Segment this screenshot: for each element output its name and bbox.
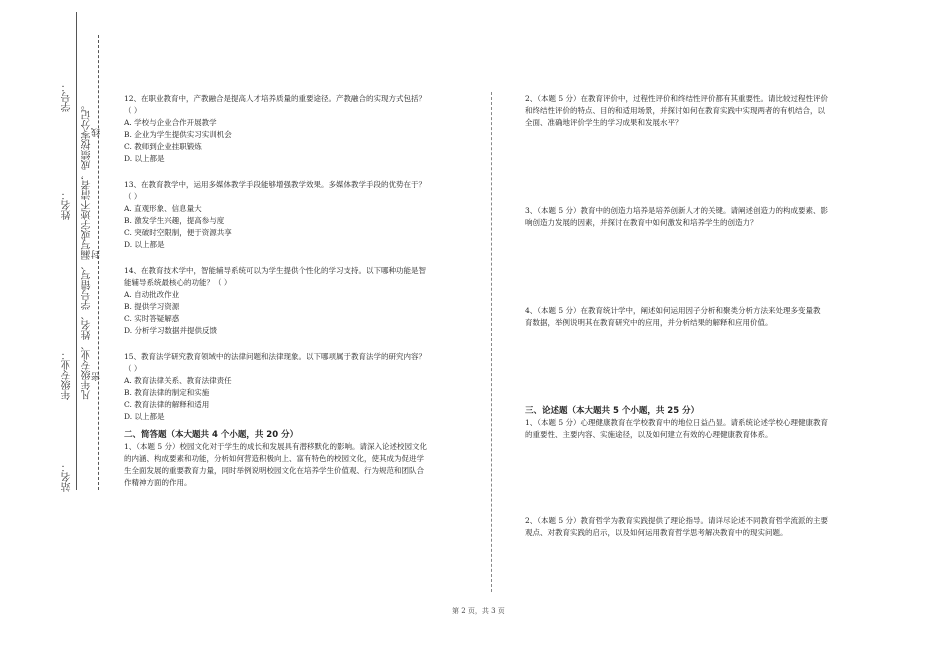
question-14 xyxy=(124,265,479,337)
essay-1 xyxy=(525,417,880,441)
option-b: B. 提供学习资源 xyxy=(124,302,180,311)
paragraph-line: 响创造力发展的因素，并探讨在教育中如何激发和培养学生的创造力？ xyxy=(525,218,758,227)
option-c: C. 教育法律的解释和适用 xyxy=(124,400,210,409)
answer-parentheses: （ ） xyxy=(124,364,142,373)
essay-2 xyxy=(525,515,880,539)
seal-char-xian: 线 xyxy=(92,128,102,137)
question-12 xyxy=(124,93,479,165)
paragraph-line: 作精神方面的作用。 xyxy=(124,478,192,487)
station-name-label: 站名： xyxy=(62,462,73,492)
question-stem: 15、教育法学研究教育领域中的法律问题和法律现象。以下哪项属于教育法学的研究内容？ xyxy=(124,352,427,361)
option-a: A. 直观形象、信息量大 xyxy=(124,204,202,213)
binding-warning: 凡年级专业、姓名、学号错写、漏写或字迹不清者，成绩按零分记。 xyxy=(82,100,93,400)
paragraph-line: 2、（本题 5 分）教育哲学为教育实践提供了理论指导。请详尽论述不同教育哲学流派的主要 xyxy=(525,516,829,525)
question-15 xyxy=(124,351,479,423)
essay-section xyxy=(525,405,880,441)
student-id-label: 学号： xyxy=(62,82,73,112)
question-stem: 13、在教育教学中，运用多媒体教学手段能够增强教学效果。多媒体教学手段的优势在于？ xyxy=(124,180,427,189)
paragraph-line: 2、（本题 5 分）在教育评价中，过程性评价和终结性评价都有其重要性。请比较过程性评价 xyxy=(525,94,829,103)
section-3-heading: 三、论述题（本大题共 5 个小题，共 25 分） xyxy=(525,406,700,416)
option-c: C. 实时答疑解惑 xyxy=(124,314,180,323)
option-d: D. 以上都是 xyxy=(124,412,165,421)
grade-major-label: 年级专业： xyxy=(62,350,73,400)
answer-parentheses: （ ） xyxy=(124,106,142,115)
binding-dashed-line xyxy=(98,35,99,490)
paragraph-line: 生全面发展的重要教育力量，同时举例说明校园文化在培养学生价值观、行为规范和团队合 xyxy=(124,466,424,475)
paragraph-line: 1、（本题 5 分）校园文化对于学生的成长和发展具有潜移默化的影响。请深入论述校园文化 xyxy=(124,442,428,451)
option-c: C. 突破时空限制，便于资源共享 xyxy=(124,228,232,237)
question-stem: 14、在教育技术学中，智能辅导系统可以为学生提供个性化的学习支持。以下哪种功能是智 xyxy=(124,266,427,275)
option-d: D. 分析学习数据并提供反馈 xyxy=(124,326,218,335)
seal-char-feng: 封 xyxy=(92,250,102,259)
left-column xyxy=(124,93,479,489)
option-a: A. 教育法律关系、教育法律责任 xyxy=(124,376,232,385)
option-a: A. 学校与企业合作开展教学 xyxy=(124,118,217,127)
seal-char-mi: 密 xyxy=(92,372,102,381)
short-answer-1 xyxy=(124,441,479,489)
paragraph-line: 的重要性、主要内容、实施途径，以及如何建立有效的心理健康教育体系。 xyxy=(525,430,773,439)
question-stem: 12、在职业教育中，产教融合是提高人才培养质量的重要途径。产教融合的实现方式包括？ xyxy=(124,94,427,103)
option-d: D. 以上都是 xyxy=(124,154,165,163)
paragraph-line: 育数据，举例说明其在教育研究中的应用，并分析结果的解释和应用价值。 xyxy=(525,318,773,327)
short-answer-2 xyxy=(525,93,880,129)
paragraph-line: 全面、准确地评价学生的学习成果和发展水平？ xyxy=(525,118,683,127)
section-2-heading: 二、简答题（本大题共 4 个小题，共 20 分） xyxy=(124,430,299,440)
short-answer-4 xyxy=(525,305,880,329)
question-13 xyxy=(124,179,479,251)
paragraph-line: 观点、对教育实践的启示，以及如何运用教育哲学思考解决教育中的现实问题。 xyxy=(525,528,788,537)
option-c: C. 教师到企业挂职锻炼 xyxy=(124,142,202,151)
option-d: D. 以上都是 xyxy=(124,240,165,249)
paragraph-line: 和终结性评价的特点、目的和适用场景，并探讨如何在教育实践中实现两者的有机结合，以 xyxy=(525,106,825,115)
short-answer-3 xyxy=(525,205,880,229)
binding-line-1 xyxy=(76,12,77,490)
answer-parentheses: （ ） xyxy=(124,192,142,201)
paragraph-line: 3、（本题 5 分）教育中的创造力培养是培养创新人才的关键。请阐述创造力的构成要素、影 xyxy=(525,206,829,215)
option-b: B. 教育法律的制定和实施 xyxy=(124,388,210,397)
question-stem-cont: 能辅导系统最核心的功能？（ ） xyxy=(124,278,232,287)
paragraph-line: 的内涵、构成要素和功能，分析如何营造积极向上、富有特色的校园文化，使其成为促进学 xyxy=(124,454,424,463)
paragraph-line: 1、（本题 5 分）心理健康教育在学校教育中的地位日益凸显。请系统论述学校心理健康教育 xyxy=(525,418,829,427)
paragraph-line: 4、（本题 5 分）在教育统计学中，阐述如何运用因子分析和聚类分析方法来处理多变量教 xyxy=(525,306,821,315)
name-label: 姓名： xyxy=(62,190,73,220)
option-a: A. 自动批改作业 xyxy=(124,290,180,299)
option-b: B. 激发学生兴趣，提高参与度 xyxy=(124,216,225,225)
column-divider xyxy=(491,92,492,592)
option-b: B. 企业为学生提供实习实训机会 xyxy=(124,130,232,139)
page-footer: 第 2 页，共 3 页 xyxy=(452,607,505,615)
